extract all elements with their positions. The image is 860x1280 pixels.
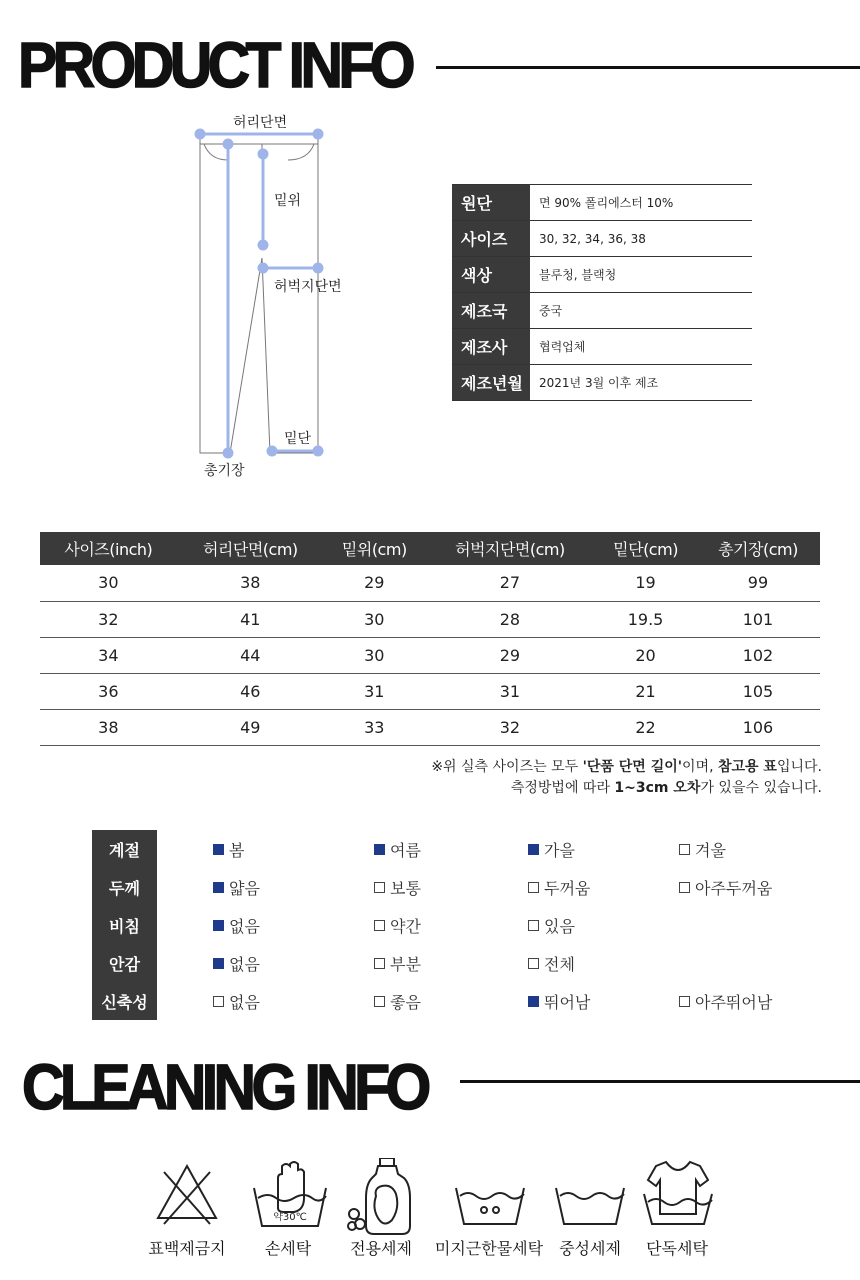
table-row [40, 673, 820, 709]
size-header-cell: 밑위(cm) [324, 532, 425, 565]
attribute-option [374, 982, 421, 1020]
size-cell: 27 [425, 565, 596, 601]
detail-value: 면 90% 폴리에스터 10% [530, 185, 752, 221]
attribute-option [213, 944, 260, 982]
size-cell: 19.5 [595, 601, 696, 637]
product-info-title: PRODUCT INFO [18, 29, 411, 101]
size-table [40, 532, 820, 746]
attribute-option [213, 906, 260, 944]
attribute-option-label: 봄 [229, 840, 245, 860]
detail-row [452, 329, 752, 365]
size-header-cell: 밑단(cm) [595, 532, 696, 565]
size-cell: 21 [595, 673, 696, 709]
label-hem: 밑단 [284, 431, 312, 447]
size-cell: 32 [425, 709, 596, 745]
attribute-option-label: 부분 [390, 954, 421, 974]
attribute-row [92, 868, 792, 906]
detail-value: 중국 [530, 293, 752, 329]
label-waist: 허리단면 [233, 115, 288, 131]
detail-key: 제조국 [452, 293, 530, 329]
attribute-option [528, 906, 575, 944]
unchecked-box-icon [528, 882, 539, 893]
label-thigh: 허벅지단면 [274, 279, 342, 295]
size-cell: 30 [40, 565, 177, 601]
attribute-row [92, 906, 792, 944]
attribute-option-label: 없음 [229, 992, 260, 1012]
size-header-cell: 허벅지단면(cm) [425, 532, 596, 565]
size-note-line-1 [431, 756, 822, 776]
label-total-length: 총기장 [204, 463, 245, 479]
attribute-option [528, 982, 590, 1020]
size-cell: 46 [177, 673, 324, 709]
detail-key: 색상 [452, 257, 530, 293]
attribute-key: 신축성 [92, 982, 157, 1020]
size-header-cell: 총기장(cm) [696, 532, 820, 565]
label-rise: 밑위 [274, 193, 302, 209]
note-text: 이며, [682, 759, 718, 775]
detail-row [452, 365, 752, 401]
product-info-divider [436, 66, 860, 69]
note-emphasis: 1~3cm 오차 [614, 780, 701, 796]
note-text: 입니다. [776, 759, 822, 775]
product-detail-table [452, 184, 752, 401]
size-cell: 30 [324, 601, 425, 637]
unchecked-box-icon [528, 958, 539, 969]
attribute-row [92, 944, 792, 982]
attribute-option-label: 있음 [544, 916, 575, 936]
attribute-option-label: 없음 [229, 916, 260, 936]
attribute-option-label: 얇음 [229, 878, 260, 898]
size-cell: 99 [696, 565, 820, 601]
size-cell: 19 [595, 565, 696, 601]
table-row [40, 709, 820, 745]
table-row [40, 565, 820, 601]
note-emphasis: 참고용 표 [717, 759, 777, 775]
hand-wash-icon [250, 1158, 330, 1230]
checked-box-icon [213, 920, 224, 931]
detail-value: 블루청, 블랙청 [530, 257, 752, 293]
care-label-lukewarm: 미지근한물세탁 [434, 1239, 544, 1258]
attribute-row [92, 830, 792, 868]
size-cell: 33 [324, 709, 425, 745]
size-cell: 20 [595, 637, 696, 673]
detail-key: 원단 [452, 185, 530, 221]
detail-value: 30, 32, 34, 36, 38 [530, 221, 752, 257]
care-label-neutral: 중성세제 [559, 1239, 621, 1258]
size-cell: 41 [177, 601, 324, 637]
size-cell: 36 [40, 673, 177, 709]
attribute-option [528, 944, 575, 982]
size-header-cell: 허리단면(cm) [177, 532, 324, 565]
attribute-key: 두께 [92, 868, 157, 906]
attribute-option-label: 가을 [544, 840, 575, 860]
checked-box-icon [528, 996, 539, 1007]
note-emphasis: '단품 단면 길이' [582, 759, 683, 775]
unchecked-box-icon [374, 958, 385, 969]
unchecked-box-icon [679, 996, 690, 1007]
size-cell: 102 [696, 637, 820, 673]
attribute-option [374, 868, 421, 906]
attribute-option-label: 겨울 [695, 840, 726, 860]
detail-key: 제조사 [452, 329, 530, 365]
care-label-no-bleach: 표백제금지 [148, 1239, 226, 1258]
detergent-bottle-icon [344, 1158, 416, 1236]
cleaning-info-divider [460, 1080, 860, 1083]
pants-measurement-diagram [170, 108, 370, 488]
checked-box-icon [213, 958, 224, 969]
unchecked-box-icon [528, 920, 539, 931]
detail-row [452, 185, 752, 221]
separate-wash-icon [642, 1158, 714, 1230]
cleaning-info-title: CLEANING INFO [22, 1051, 427, 1123]
size-cell: 38 [177, 565, 324, 601]
unchecked-box-icon [374, 920, 385, 931]
unchecked-box-icon [374, 882, 385, 893]
lukewarm-water-icon [454, 1158, 526, 1230]
attribute-option-label: 없음 [229, 954, 260, 974]
attribute-option [528, 830, 575, 868]
unchecked-box-icon [679, 882, 690, 893]
neutral-detergent-icon [554, 1158, 626, 1230]
attribute-option-label: 뛰어남 [544, 992, 591, 1012]
size-cell: 32 [40, 601, 177, 637]
attribute-option-label: 좋음 [390, 992, 421, 1012]
unchecked-box-icon [374, 996, 385, 1007]
checked-box-icon [213, 844, 224, 855]
size-cell: 49 [177, 709, 324, 745]
care-label-detergent: 전용세제 [350, 1239, 412, 1258]
size-header-cell: 사이즈(inch) [40, 532, 177, 565]
hand-wash-temp: 약30℃ [273, 1212, 307, 1223]
size-cell: 30 [324, 637, 425, 673]
size-cell: 31 [324, 673, 425, 709]
attribute-option [528, 868, 590, 906]
attribute-option-label: 여름 [390, 840, 421, 860]
detail-value: 협력업체 [530, 329, 752, 365]
note-text: ※위 실측 사이즈는 모두 [431, 759, 583, 775]
care-label-separate: 단독세탁 [646, 1239, 708, 1258]
attribute-option [213, 868, 260, 906]
attribute-option-label: 아주뛰어남 [695, 992, 773, 1012]
detail-row [452, 257, 752, 293]
attribute-option [213, 830, 244, 868]
table-row [40, 637, 820, 673]
table-row [40, 601, 820, 637]
detail-row [452, 221, 752, 257]
attribute-option [213, 982, 260, 1020]
unchecked-box-icon [679, 844, 690, 855]
attribute-option [374, 830, 421, 868]
attribute-option [679, 982, 772, 1020]
attribute-option [679, 830, 726, 868]
detail-row [452, 293, 752, 329]
size-cell: 106 [696, 709, 820, 745]
size-cell: 29 [425, 637, 596, 673]
unchecked-box-icon [213, 996, 224, 1007]
attribute-key: 계절 [92, 830, 157, 868]
attribute-option-label: 아주두꺼움 [695, 878, 773, 898]
attribute-option-label: 두꺼움 [544, 878, 591, 898]
attribute-option [374, 944, 421, 982]
attribute-option [374, 906, 421, 944]
note-text: 측정방법에 따라 [510, 780, 615, 796]
attribute-key: 비침 [92, 906, 157, 944]
size-cell: 22 [595, 709, 696, 745]
detail-value: 2021년 3월 이후 제조 [530, 365, 752, 401]
no-bleach-icon [152, 1158, 222, 1228]
size-cell: 34 [40, 637, 177, 673]
checked-box-icon [374, 844, 385, 855]
size-cell: 44 [177, 637, 324, 673]
pants-outline-icon [170, 108, 370, 488]
attribute-key: 안감 [92, 944, 157, 982]
attribute-option-label: 보통 [390, 878, 421, 898]
care-label-hand-wash: 손세탁 [264, 1239, 312, 1258]
size-cell: 38 [40, 709, 177, 745]
product-attributes [92, 830, 792, 1020]
size-cell: 29 [324, 565, 425, 601]
detail-key: 사이즈 [452, 221, 530, 257]
detail-key: 제조년월 [452, 365, 530, 401]
size-cell: 101 [696, 601, 820, 637]
attribute-option-label: 전체 [544, 954, 575, 974]
size-cell: 31 [425, 673, 596, 709]
checked-box-icon [213, 882, 224, 893]
checked-box-icon [528, 844, 539, 855]
note-text: 가 있을수 있습니다. [700, 780, 822, 796]
attribute-option [679, 868, 772, 906]
attribute-option-label: 약간 [390, 916, 421, 936]
attribute-row [92, 982, 792, 1020]
size-cell: 105 [696, 673, 820, 709]
size-note-line-2 [511, 777, 822, 797]
size-cell: 28 [425, 601, 596, 637]
